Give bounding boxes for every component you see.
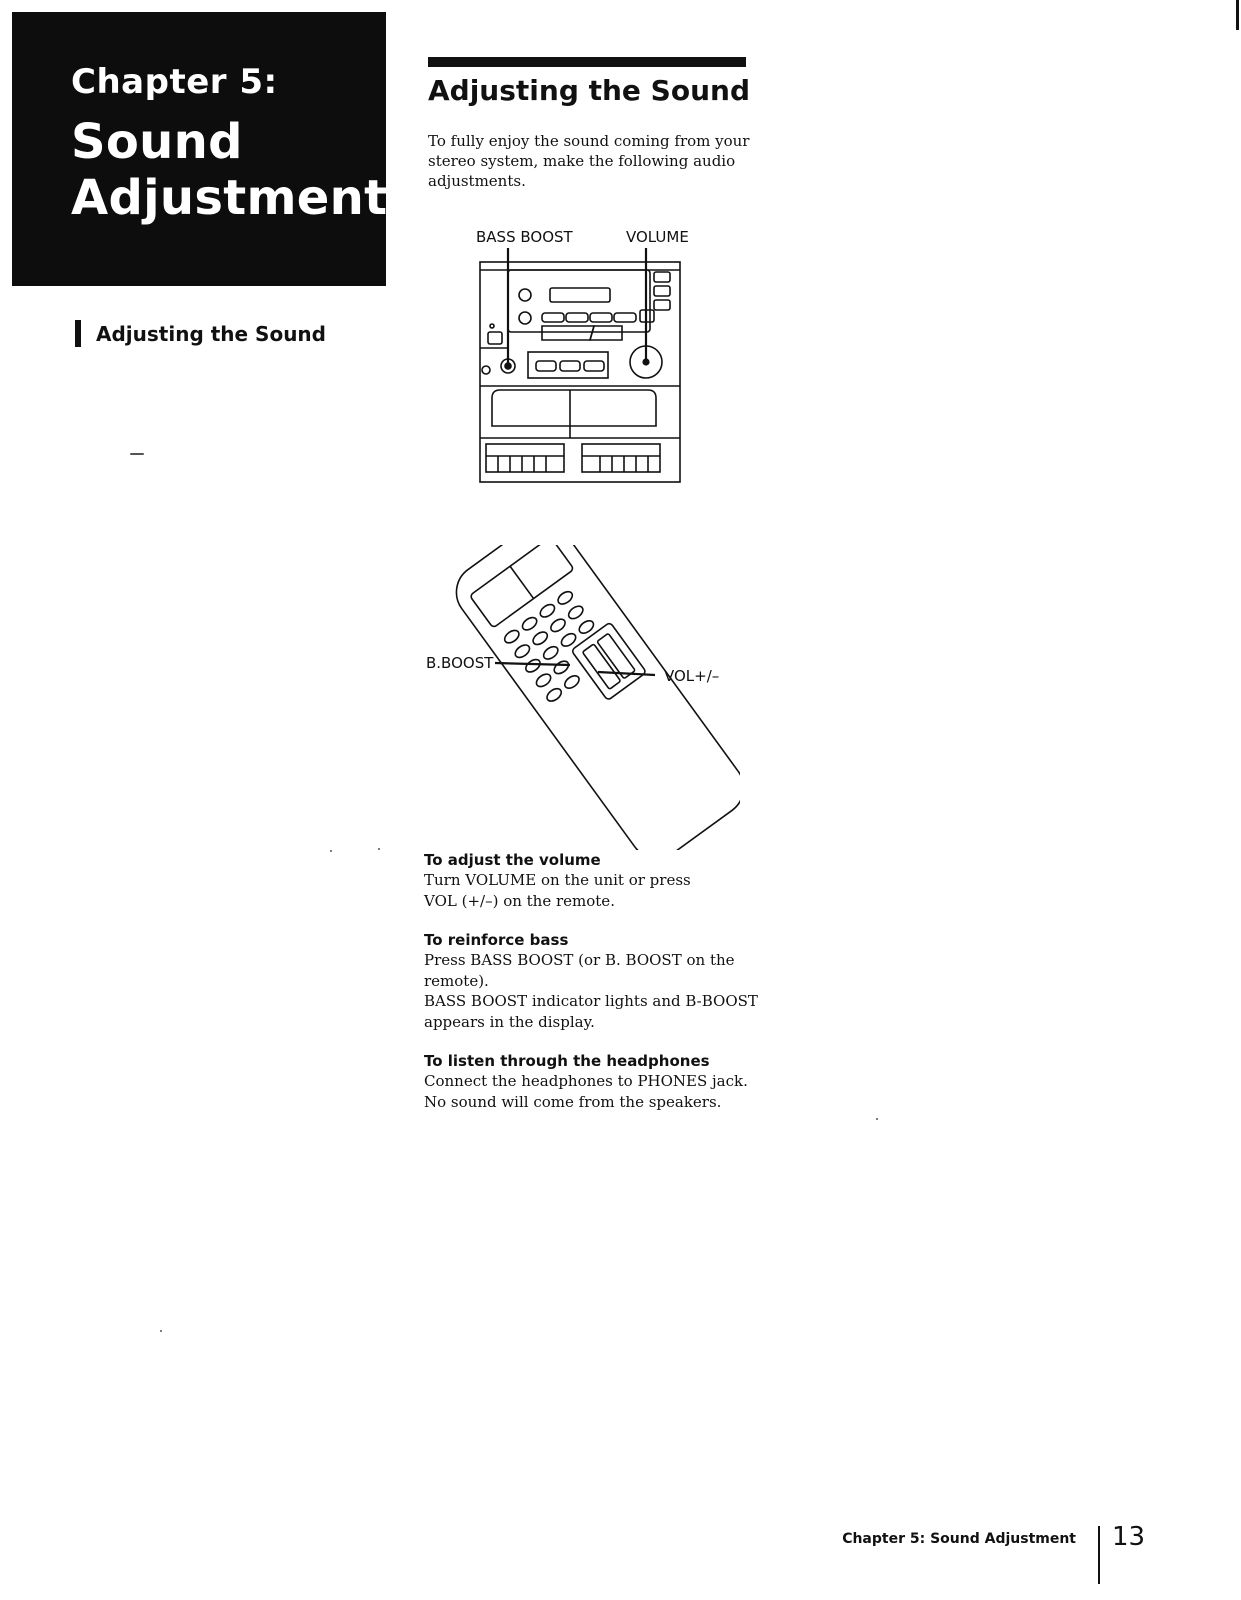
stereo-unit-illustration (470, 248, 690, 488)
instruction-line: Turn VOLUME on the unit or press (424, 871, 691, 889)
instruction-line: appears in the display. (424, 1012, 595, 1031)
instruction-line: VOL (+/–) on the remote. (424, 891, 615, 910)
instruction-line: Connect the headphones to PHONES jack. (424, 1072, 748, 1090)
instruction-line: remote). (424, 971, 489, 990)
scan-speck (160, 1330, 162, 1332)
toc-item-label: Adjusting the Sound (96, 321, 326, 346)
b-boost-label: B.BOOST (426, 654, 494, 672)
vol-label: VOL+/– (664, 667, 720, 685)
instruction-line: No sound will come from the speakers. (424, 1092, 722, 1111)
page-number: 13 (1112, 1522, 1146, 1552)
chapter-title-line1: Sound (71, 114, 243, 170)
scan-speck (130, 453, 144, 455)
instruction-line: Press BASS BOOST (or B. BOOST on the (424, 951, 735, 969)
bass-boost-label: BASS BOOST (476, 228, 573, 246)
instruction-headphones (424, 1051, 764, 1112)
footer-divider (1098, 1526, 1100, 1584)
chapter-banner (12, 12, 386, 286)
toc-item-adjusting-the-sound[interactable] (75, 320, 326, 347)
scan-speck (378, 848, 380, 850)
toc-marker-icon (75, 320, 81, 347)
chapter-label: Chapter 5: (71, 62, 278, 102)
section-title: Adjusting the Sound (428, 74, 750, 107)
chapter-title (71, 114, 387, 226)
scan-speck (330, 850, 332, 852)
footer-chapter: Chapter 5: Sound Adjustment (842, 1531, 1076, 1547)
instruction-heading: To adjust the volume (424, 851, 601, 869)
instruction-reinforce-bass (424, 930, 764, 1032)
instruction-line: BASS BOOST indicator lights and B-BOOST (424, 992, 758, 1010)
instruction-adjust-volume (424, 850, 764, 911)
remote-control-illustration (450, 545, 740, 850)
instruction-heading: To reinforce bass (424, 931, 569, 949)
scan-edge-mark (1236, 0, 1239, 30)
section-rule (428, 57, 746, 67)
chapter-title-line2: Adjustment (71, 170, 388, 226)
scan-speck (876, 1118, 878, 1120)
volume-label: VOLUME (626, 228, 689, 246)
section-intro: To fully enjoy the sound coming from your stereo system, make the following audio adjustments. (428, 132, 750, 190)
instruction-heading: To listen through the headphones (424, 1052, 710, 1070)
